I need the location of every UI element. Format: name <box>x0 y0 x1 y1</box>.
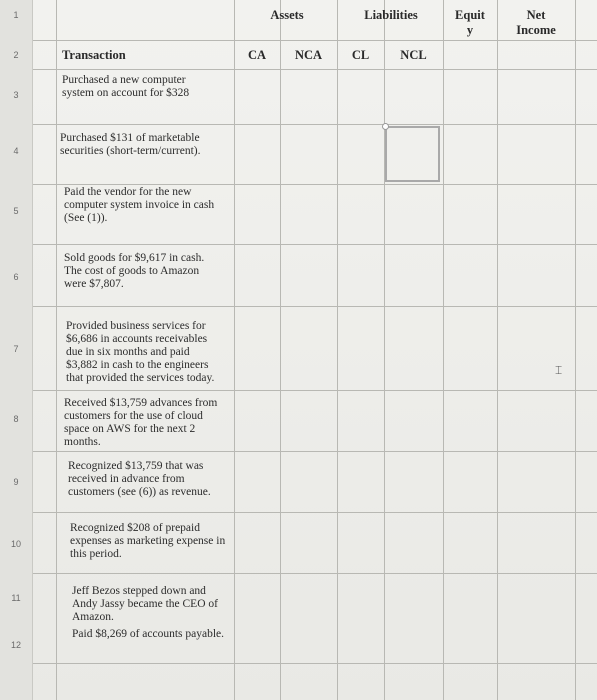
grid-line <box>33 184 597 185</box>
row-number: 5 <box>13 206 19 216</box>
header-ca: CA <box>247 48 267 62</box>
row-number: 11 <box>11 593 21 603</box>
transaction-cell: Sold goods for $9,617 in cash. The cost of goods to Amazon were $7,807. <box>64 252 205 290</box>
grid-line <box>234 0 235 700</box>
header-transaction: Transaction <box>62 48 126 62</box>
row-number: 3 <box>13 90 19 100</box>
transaction-cell: Purchased a new computer system on account for $328 <box>62 74 190 99</box>
grid-line <box>575 0 576 700</box>
row-number: 7 <box>13 344 19 354</box>
row-number: 1 <box>13 10 19 20</box>
row-number: 8 <box>13 414 19 424</box>
grid-line <box>337 0 338 700</box>
grid-line <box>33 512 597 513</box>
grid-line <box>33 451 597 452</box>
header-assets: Assets <box>270 8 304 22</box>
transaction-cell: Recognized $208 of prepaid expenses as marketing expense in this period. <box>70 522 226 560</box>
row-number: 9 <box>13 477 19 487</box>
grid-line <box>33 306 597 307</box>
transaction-cell: Recognized $13,759 that was received in advance from customers (see (6)) as revenue. <box>68 460 211 498</box>
grid-line <box>443 0 444 700</box>
transaction-cell: Provided business services for $6,686 in accounts receivables due in six months and paid $3,882 in cash to the engineers that provided the services today. <box>66 320 215 384</box>
row-number: 4 <box>13 146 19 156</box>
grid-line <box>33 69 597 70</box>
grid-line <box>33 244 597 245</box>
transaction-cell: Paid $8,269 of accounts payable. <box>72 628 225 640</box>
selected-cell[interactable] <box>385 126 440 182</box>
grid-line <box>33 390 597 391</box>
grid-line <box>33 573 597 574</box>
row-number: 12 <box>10 640 21 650</box>
transaction-cell: Purchased $131 of marketable securities (short-term/current). <box>60 132 201 157</box>
header-net-income: Net Income <box>516 8 556 37</box>
header-liabilities: Liabilities <box>364 8 418 22</box>
row-number-column <box>0 0 33 700</box>
transaction-cell: Paid the vendor for the new computer system invoice in cash (See (1)). <box>64 186 215 224</box>
header-ncl: NCL <box>400 48 427 62</box>
transaction-cell: Received $13,759 advances from customers for the use of cloud space on AWS for the next 2 months. <box>64 397 218 448</box>
header-nca: NCA <box>294 48 323 62</box>
header-equity: Equit y <box>455 8 485 37</box>
row-number: 2 <box>13 50 19 60</box>
selection-handle[interactable] <box>382 123 389 130</box>
grid-line <box>280 0 281 700</box>
row-number: 10 <box>10 539 21 549</box>
row-number: 6 <box>13 272 19 282</box>
transaction-cell: Jeff Bezos stepped down and Andy Jassy became the CEO of Amazon. <box>72 585 218 623</box>
grid-line <box>384 0 385 700</box>
header-cl: CL <box>351 48 370 62</box>
grid-line <box>33 40 597 41</box>
grid-line <box>497 0 498 700</box>
grid-line <box>33 663 597 664</box>
text-cursor-icon: ⌶ <box>555 363 563 377</box>
grid-line <box>56 0 57 700</box>
grid-line <box>33 124 597 125</box>
